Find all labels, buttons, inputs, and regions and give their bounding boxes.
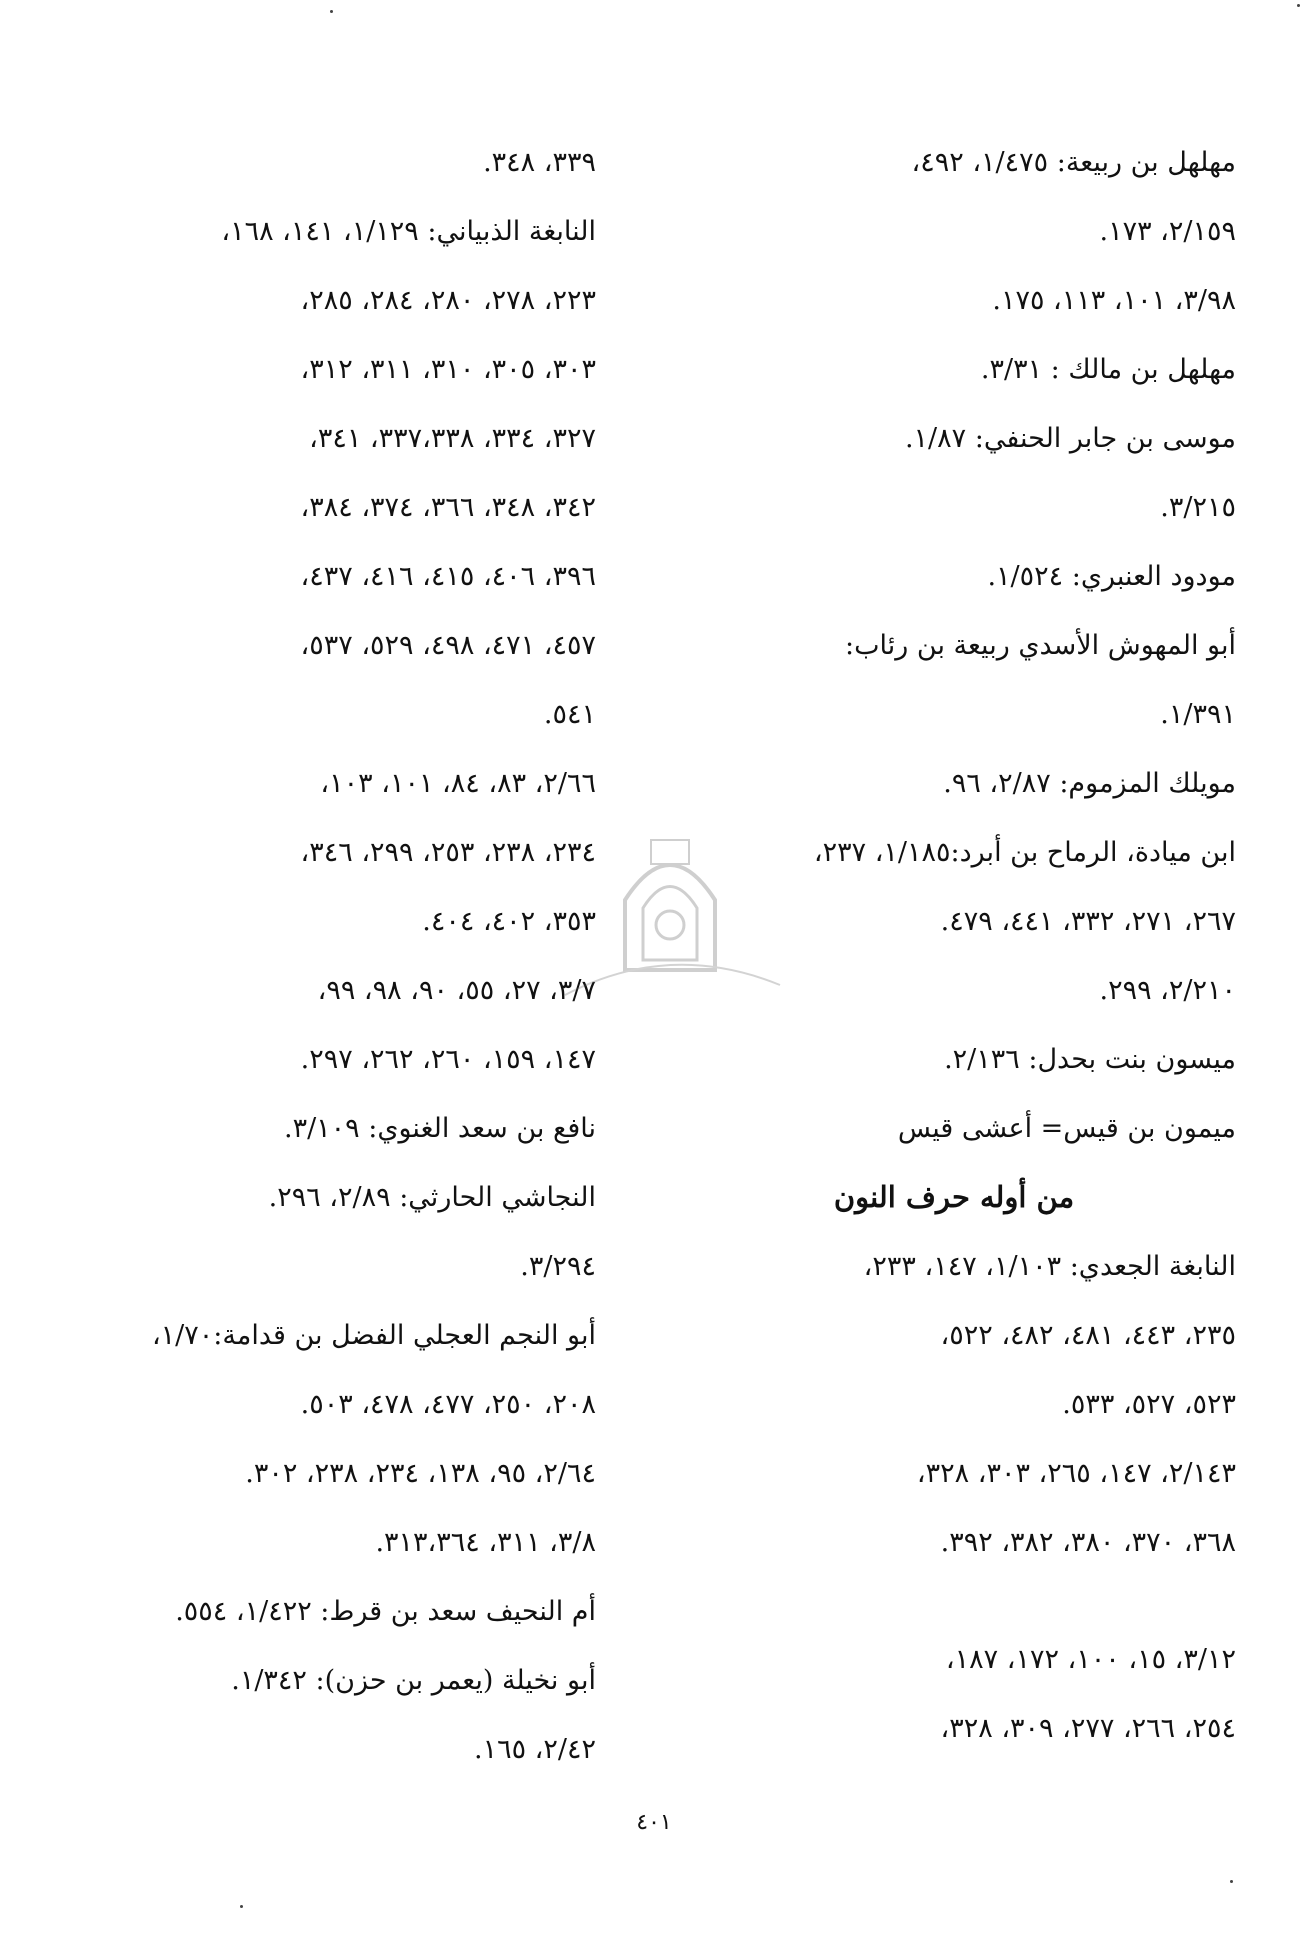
index-line: ٣/٧، ٢٧، ٥٥، ٩٠، ٩٨، ٩٩، [317,975,596,1006]
index-line: ٢٥٤، ٢٦٦، ٢٧٧، ٣٠٩، ٣٢٨، [940,1713,1236,1744]
index-line: ميمون بن قيس= أعشى قيس [897,1113,1236,1144]
index-line: ٢٣٤، ٢٣٨، ٢٥٣، ٢٩٩، ٣٤٦، [300,837,596,868]
index-line: مهلهل بن ربيعة: ١/٤٧٥، ٤٩٢، [911,147,1236,178]
index-line: ابن ميادة، الرماح بن أبرد:١/١٨٥، ٢٣٧، [813,837,1236,868]
index-line: مهلهل بن مالك : ٣/٣١. [980,354,1236,385]
index-line: النابغة الجعدي: ١/١٠٣، ١٤٧، ٢٣٣، [863,1251,1236,1282]
index-line: ٣/٨، ٣١١، ٣١٣،٣٦٤. [375,1527,596,1558]
index-line: النجاشي الحارثي: ٢/٨٩، ٢٩٦. [268,1182,596,1213]
index-line: ٣٦٨، ٣٧٠، ٣٨٠، ٣٨٢، ٣٩٢. [940,1527,1236,1558]
index-line: ٤٥٧، ٤٧١، ٤٩٨، ٥٢٩، ٥٣٧، [300,630,596,661]
index-line: ١٤٧، ١٥٩، ٢٦٠، ٢٦٢، ٢٩٧. [300,1044,596,1075]
index-line: ٣٤٢، ٣٤٨، ٣٦٦، ٣٧٤، ٣٨٤، [300,492,596,523]
index-line: ٥٢٣، ٥٢٧، ٥٣٣. [1062,1389,1236,1420]
index-line: ٣٥٣، ٤٠٢، ٤٠٤. [422,906,596,937]
index-line: مويلك المزموم: ٢/٨٧، ٩٦. [943,768,1236,799]
index-line: ٣/١٢، ١٥، ١٠٠، ١٧٢، ١٨٧، [945,1644,1236,1675]
watermark-seal-icon [555,820,785,1000]
index-line: ٣٣٩، ٣٤٨. [483,147,596,178]
index-line: موسى بن جابر الحنفي: ١/٨٧. [904,423,1236,454]
index-line: ٣/٩٨، ١٠١، ١١٣، ١٧٥. [992,285,1236,316]
scan-speck [1230,1880,1233,1883]
index-line: ٣٩٦، ٤٠٦، ٤١٥، ٤١٦، ٤٣٧، [300,561,596,592]
index-line: ٥٤١. [543,699,596,730]
index-line: ٢/٦٤، ٩٥، ١٣٨، ٢٣٤، ٢٣٨، ٣٠٢. [245,1458,596,1489]
scan-speck [1297,4,1300,7]
index-line: ٢٦٧، ٢٧١، ٣٣٢، ٤٤١، ٤٧٩. [940,906,1236,937]
index-line: نافع بن سعد الغنوي: ٣/١٠٩. [283,1113,596,1144]
index-line: ٢٢٣، ٢٧٨، ٢٨٠، ٢٨٤، ٢٨٥، [300,285,596,316]
index-line: ٢/١٥٩، ١٧٣. [1099,216,1236,247]
index-line: ٣/٢٩٤. [520,1251,596,1282]
index-line: النابغة الذبياني: ١/١٢٩، ١٤١، ١٦٨، [221,216,596,247]
index-line: من أوله حرف النون [833,1180,1075,1214]
index-line: ١/٣٩١. [1160,699,1236,730]
index-line: أبو المهوش الأسدي ربيعة بن رئاب: [845,630,1236,661]
index-line: ٣٠٣، ٣٠٥، ٣١٠، ٣١١، ٣١٢، [300,354,596,385]
index-line: ٢/٦٦، ٨٣، ٨٤، ١٠١، ١٠٣، [320,768,596,799]
index-line: ٢/٤٢، ١٦٥. [473,1734,596,1765]
index-line: ٣٢٧، ٣٣٤، ٣٣٧،٣٣٨، ٣٤١، [309,423,596,454]
index-line: أبو نخيلة (يعمر بن حزن): ١/٣٤٢. [231,1665,596,1696]
scan-speck [330,10,333,13]
index-line: ٢٠٨، ٢٥٠، ٤٧٧، ٤٧٨، ٥٠٣. [300,1389,596,1420]
right-column [712,128,1236,1763]
left-column [96,128,596,1784]
index-line: أم النحيف سعد بن قرط: ١/٤٢٢، ٥٥٤. [175,1596,596,1627]
index-line: ميسون بنت بحدل: ٢/١٣٦. [944,1044,1236,1075]
index-line: ٢٣٥، ٤٤٣، ٤٨١، ٤٨٢، ٥٢٢، [940,1320,1236,1351]
index-line: أبو النجم العجلي الفضل بن قدامة:١/٧٠، [151,1320,596,1351]
index-line: ٢/٢١٠، ٢٩٩. [1099,975,1236,1006]
index-line [712,1577,1236,1625]
scan-speck [240,1905,243,1908]
index-line: ٢/١٤٣، ١٤٧، ٢٦٥، ٣٠٣، ٣٢٨، [916,1458,1236,1489]
page-number: ٤٠١ [636,1810,672,1835]
index-line: مودود العنبري: ١/٥٢٤. [987,561,1236,592]
index-line: ٣/٢١٥. [1160,492,1236,523]
